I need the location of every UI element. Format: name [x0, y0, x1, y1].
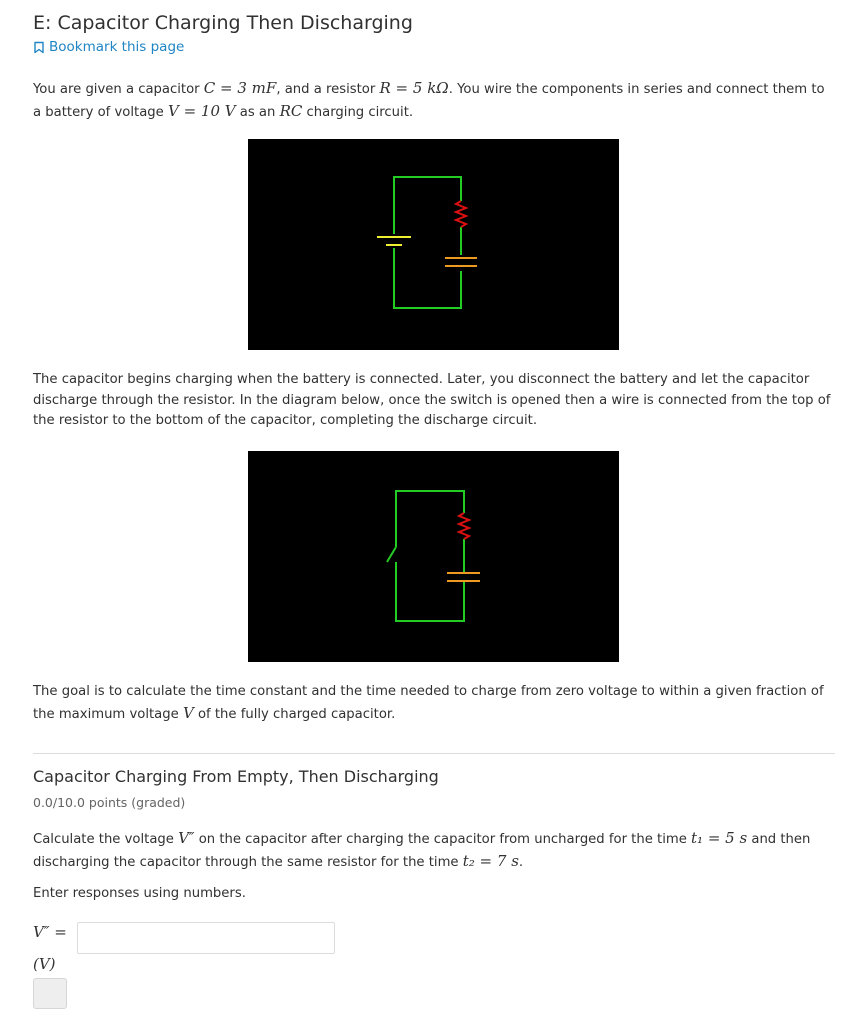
discharging-circuit-diagram [248, 451, 619, 662]
charging-circuit-diagram [248, 139, 619, 350]
page-title: E: Capacitor Charging Then Discharging [33, 12, 413, 34]
section-divider [33, 753, 835, 754]
points-status: 0.0/10.0 points (graded) [33, 795, 186, 810]
submit-button[interactable] [33, 978, 67, 1009]
bookmark-button[interactable] [33, 39, 184, 55]
question-text: Calculate the voltage V″ on the capacitor after charging the capacitor from uncharged for the time t₁ = 5 s and then discharging the capacitor through the same resistor for the time t₂ = 7 s. [33, 829, 811, 870]
capacitor-symbol [447, 573, 480, 581]
intro-paragraph: You are given a capacitor C = 3 mF, and a resistor R = 5 kΩ. You wire the components in series and connect them to a battery of voltage V = 10 V as an RC charging circuit. [33, 79, 825, 120]
circuit-wires [387, 491, 464, 621]
unit-label: (V) [33, 955, 56, 973]
bookmark-label: Bookmark this page [49, 39, 185, 55]
variable-label: V″ = [33, 923, 67, 941]
problem-title: Capacitor Charging From Empty, Then Discharging [33, 767, 439, 786]
answer-input[interactable] [77, 922, 335, 954]
resistor-symbol [459, 513, 469, 539]
capacitor-symbol [445, 258, 477, 266]
discharge-paragraph: The capacitor begins charging when the battery is connected. Later, you disconnect the battery and let the capacitor discharge through the resistor. In the diagram below, once the switch is opened then a wire is connected from the top of the resistor to the bottom of the capacitor, completing the discharge circuit. [33, 372, 831, 428]
battery-symbol [377, 237, 411, 245]
bookmark-icon [33, 41, 45, 54]
resistor-symbol [456, 201, 466, 227]
goal-paragraph: The goal is to calculate the time constant and the time needed to charge from zero voltage to within a given fraction of the maximum voltage V of the fully charged capacitor. [33, 684, 824, 722]
circuit-wires [394, 177, 461, 308]
open-switch [387, 547, 396, 562]
instructions-text: Enter responses using numbers. [33, 886, 246, 901]
